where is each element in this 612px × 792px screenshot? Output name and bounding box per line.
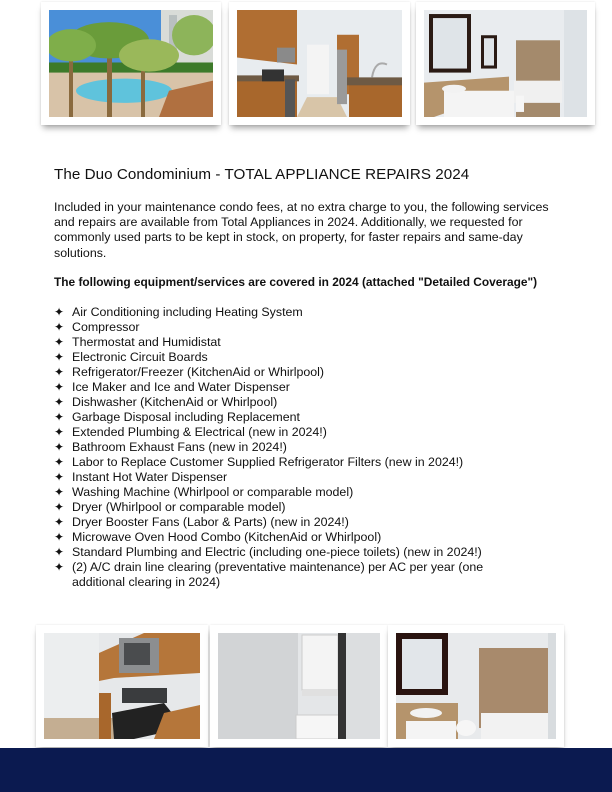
star-bullet-icon: ✦ [54,485,65,499]
footer-band [0,748,612,792]
list-item [54,320,524,335]
photo-frame-pool [41,2,221,125]
photo-frame-kitchen [229,2,410,125]
page-title: The Duo Condominium - TOTAL APPLIANCE REPAIRS 2024 [54,166,470,183]
list-item [54,365,524,380]
list-item [54,440,524,455]
list-item [54,380,524,395]
list-item-text: Refrigerator/Freezer (KitchenAid or Whirlpool) [72,365,325,379]
star-bullet-icon: ✦ [54,470,65,484]
list-item [54,545,524,560]
list-item-text: Microwave Oven Hood Combo (KitchenAid or Whirlpool) [72,530,382,544]
list-item-text: Bathroom Exhaust Fans (new in 2024!) [72,440,287,454]
star-bullet-icon: ✦ [54,380,65,394]
list-item-text: (2) A/C drain line clearing (preventative maintenance) per AC per year (one additional clearing in 2024) [72,560,484,589]
star-bullet-icon: ✦ [54,365,65,379]
star-bullet-icon: ✦ [54,335,65,349]
bathroom-photo [424,10,587,117]
star-bullet-icon: ✦ [54,560,65,574]
star-bullet-icon: ✦ [54,440,65,454]
star-bullet-icon: ✦ [54,305,65,319]
pool-photo [49,10,213,117]
list-item [54,560,524,590]
list-item-text: Dishwasher (KitchenAid or Whirlpool) [72,395,278,409]
star-bullet-icon: ✦ [54,500,65,514]
list-item-text: Labor to Replace Customer Supplied Refrigerator Filters (new in 2024!) [72,455,464,469]
list-item [54,455,524,470]
bathroom2-photo [396,633,556,739]
list-item [54,485,524,500]
star-bullet-icon: ✦ [54,320,65,334]
list-item [54,470,524,485]
list-item [54,305,524,320]
list-item-text: Electronic Circuit Boards [72,350,208,364]
photo-frame-laundry [210,625,388,747]
list-item [54,350,524,365]
star-bullet-icon: ✦ [54,395,65,409]
list-item [54,395,524,410]
intro-paragraph: Included in your maintenance condo fees, at no extra charge to you, the following services and repairs are available from Total Appliances in 2024. Additionally, we requested for commonly used parts to be kept in stock, on property, for faster repairs and same-day solutions. [54,200,549,260]
list-item-text: Dryer (Whirlpool or comparable model) [72,500,286,514]
laundry-photo [218,633,380,739]
list-item-text: Ice Maker and Ice and Water Dispenser [72,380,290,394]
list-item-text: Garbage Disposal including Replacement [72,410,300,424]
star-bullet-icon: ✦ [54,410,65,424]
coverage-heading: The following equipment/services are covered in 2024 (attached "Detailed Coverage") [54,275,538,289]
star-bullet-icon: ✦ [54,425,65,439]
covered-items-list [54,305,524,590]
list-item-text: Air Conditioning including Heating System [72,305,303,319]
list-item [54,500,524,515]
list-item-text: Instant Hot Water Dispenser [72,470,228,484]
list-item-text: Thermostat and Humidistat [72,335,221,349]
list-item [54,335,524,350]
star-bullet-icon: ✦ [54,350,65,364]
list-item-text: Standard Plumbing and Electric (including one-piece toilets) (new in 2024!) [72,545,482,559]
list-item [54,515,524,530]
kitchen-photo [237,10,402,117]
star-bullet-icon: ✦ [54,455,65,469]
photo-frame-bathroom [416,2,595,125]
list-item-text: Dryer Booster Fans (Labor & Parts) (new in 2024!) [72,515,349,529]
photo-frame-kitchen-range [36,625,208,747]
list-item-text: Extended Plumbing & Electrical (new in 2024!) [72,425,327,439]
list-item-text: Washing Machine (Whirlpool or comparable model) [72,485,354,499]
kitchen-range-photo [44,633,200,739]
star-bullet-icon: ✦ [54,545,65,559]
list-item-text: Compressor [72,320,140,334]
star-bullet-icon: ✦ [54,530,65,544]
photo-frame-bathroom2 [388,625,564,747]
list-item [54,410,524,425]
star-bullet-icon: ✦ [54,515,65,529]
list-item [54,425,524,440]
list-item [54,530,524,545]
